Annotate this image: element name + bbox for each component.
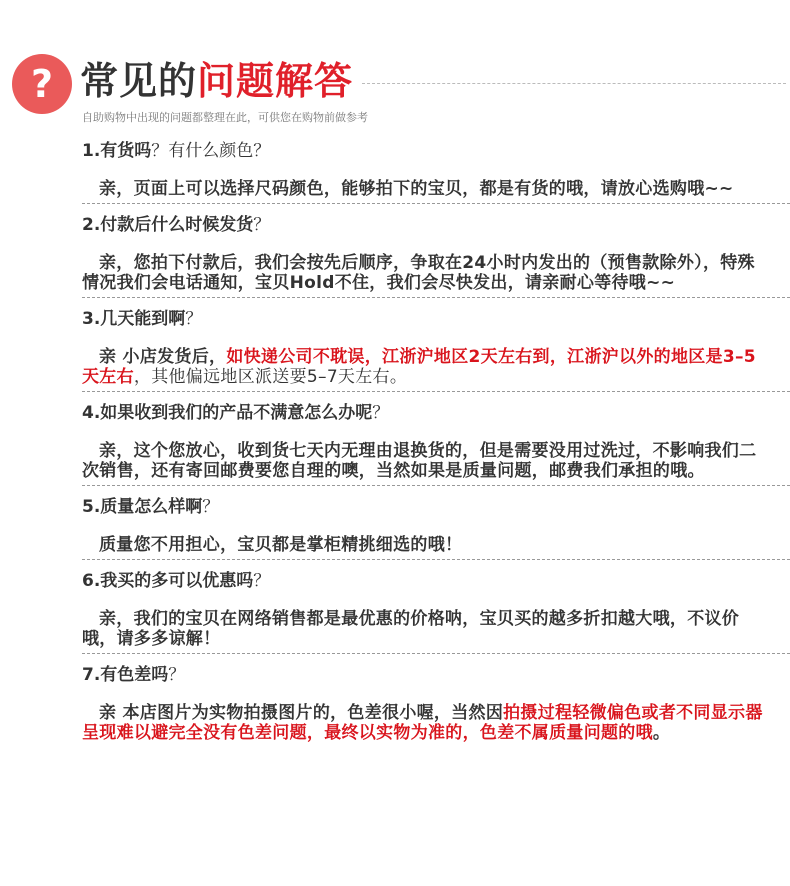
faq-question: [82, 214, 790, 236]
faq-answer-text: 亲，我们的宝贝在网络销售都是最优惠的价格呐，宝贝买的越多折扣越大哦，不议价哦，请多多谅解！: [82, 609, 740, 649]
faq-question: [82, 140, 790, 162]
faq-item-4: [82, 402, 790, 486]
faq-answer-text: 亲 小店发货后，: [99, 347, 227, 367]
faq-question-text: 1.有货吗: [82, 141, 152, 161]
faq-answer-text: 亲 本店图片为实物拍摄图片的，色差很小喔，当然因: [99, 703, 504, 723]
faq-question: [82, 402, 790, 424]
faq-question-mark: ？: [202, 497, 220, 517]
faq-question: [82, 496, 790, 518]
title-dark-part: 常见的: [80, 59, 198, 103]
faq-question-text: 2.付款后什么时候发货: [82, 215, 254, 235]
faq-question: [82, 664, 790, 686]
faq-item-3: [82, 308, 790, 392]
title-divider: [362, 83, 786, 84]
faq-question-mark: ？: [253, 571, 271, 591]
faq-answer: [82, 535, 772, 555]
faq-question-text: 3.几天能到啊: [82, 309, 186, 329]
faq-question-text: 6.我买的多可以优惠吗: [82, 571, 254, 591]
faq-question-mark: ？: [168, 665, 186, 685]
faq-question-mark: ？: [253, 215, 271, 235]
page-title: [80, 55, 353, 107]
faq-answer: [82, 179, 772, 199]
faq-question-text: 4.如果收到我们的产品不满意怎么办呢: [82, 403, 373, 423]
faq-question-mark: ？: [372, 403, 390, 423]
faq-answer-tail: ，其他偏远地区派送要5–7天左右。: [133, 367, 408, 387]
faq-item-5: [82, 496, 790, 560]
page-subtitle: 自助购物中出现的问题都整理在此，可供您在购物前做参考: [82, 111, 368, 124]
faq-item-7: [82, 664, 790, 747]
faq-question-mark: ？有什么颜色？: [151, 141, 271, 161]
faq-question-text: 7.有色差吗: [82, 665, 169, 685]
faq-item-6: [82, 570, 790, 654]
faq-header: [0, 0, 790, 130]
faq-item-1: [82, 140, 790, 204]
question-mark-icon: ?: [12, 54, 72, 114]
faq-answer: [82, 347, 772, 387]
faq-question: [82, 308, 790, 330]
faq-question-text: 5.质量怎么样啊: [82, 497, 203, 517]
faq-item-2: [82, 214, 790, 298]
faq-answer-text: 亲，这个您放心，收到货七天内无理由退换货的，但是需要没用过洗过，不影响我们二次销售，还有寄回邮费要您自理的噢，当然如果是质量问题，邮费我们承担的哦。: [82, 441, 757, 481]
faq-answer-tail: 。: [652, 723, 671, 743]
faq-answer: [82, 703, 772, 743]
title-red-part: 问题解答: [197, 59, 354, 103]
faq-question-mark: ？: [185, 309, 203, 329]
faq-answer: [82, 609, 772, 649]
faq-answer: [82, 441, 772, 481]
faq-answer-highlight: 拍摄过程轻微偏色或者不同显示器呈现难以避完全没有色差问题，最终以实物为准的，色差不属质量问题的哦: [82, 703, 763, 743]
faq-answer-highlight: 如快递公司不耽误，江浙沪地区2天左右到，江浙沪以外的地区是3–5天左右: [82, 347, 756, 387]
faq-list: [82, 140, 790, 757]
faq-answer: [82, 253, 772, 293]
faq-answer-text: 质量您不用担心，宝贝都是掌柜精挑细选的哦！: [99, 535, 463, 555]
faq-question: [82, 570, 790, 592]
faq-answer-text: 亲，页面上可以选择尺码颜色，能够拍下的宝贝，都是有货的哦，请放心选购哦~~: [99, 179, 734, 199]
faq-answer-text: 亲，您拍下付款后，我们会按先后顺序，争取在24小时内发出的（预售款除外），特殊情况我们会电话通知，宝贝Hold不住，我们会尽快发出，请亲耐心等待哦~~: [82, 253, 755, 293]
